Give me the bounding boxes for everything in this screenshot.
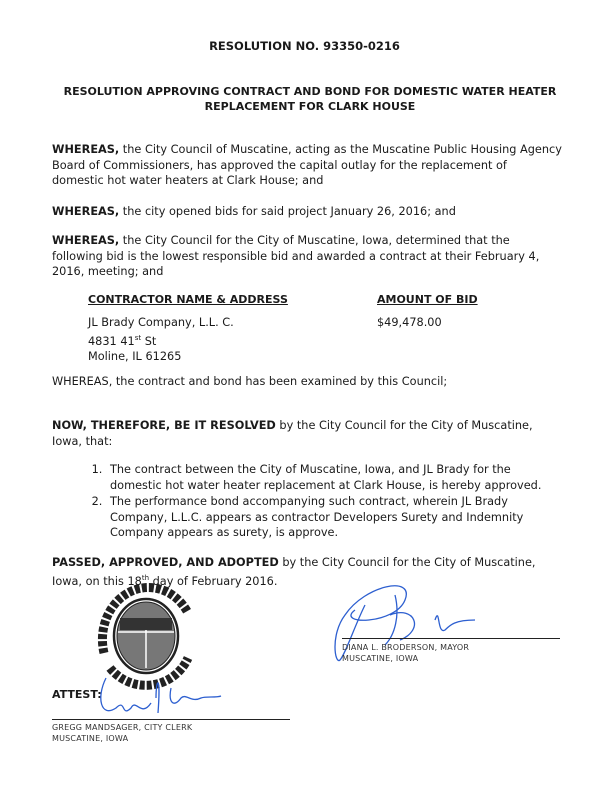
clerk-name: GREGG MANDSAGER, CITY CLERK: [52, 723, 193, 732]
whereas-paragraph-1: [52, 142, 562, 189]
list-item: 1. The contract between the City of Muscatine, Iowa, and JL Brady for the domestic hot water heater replacement at Clark House, is hereby approved.: [106, 462, 546, 493]
address-line-2: Moline, IL 61265: [88, 349, 182, 363]
whereas-lead: WHEREAS,: [52, 205, 120, 218]
contractor-column-header: CONTRACTOR NAME & ADDRESS: [88, 293, 288, 306]
clerk-signature-block: [52, 722, 192, 744]
whereas-examined: WHEREAS, the contract and bond has been examined by this Council;: [52, 375, 448, 388]
clerk-signature-icon: [96, 668, 226, 723]
whereas-text: the City Council for the City of Muscatine, Iowa, determined that the following bid is the lowest responsible bid and awarded a contract at their February 4, 2016, meeting; and: [52, 234, 540, 279]
resolved-paragraph: [52, 418, 562, 449]
clerk-place: MUSCATINE, IOWA: [52, 734, 129, 743]
whereas-paragraph-2: [52, 204, 562, 220]
resolved-text: by the City Council for the City of Muscatine, Iowa, that:: [52, 419, 533, 448]
address-line-1: 4831 41st St: [88, 333, 157, 348]
passed-paragraph: PASSED, APPROVED, AND ADOPTED by the City Council for the City of Muscatine, Iowa, on this 18th day of February 2016.: [52, 556, 536, 588]
mayor-signature-line: [342, 638, 560, 639]
whereas-text: the city opened bids for said project January 26, 2016; and: [119, 205, 456, 218]
resolution-heading: RESOLUTION APPROVING CONTRACT AND BOND FOR DOMESTIC WATER HEATER REPLACEMENT FOR CLARK HOUSE: [63, 85, 557, 113]
contractor-name: JL Brady Company, L.L. C.: [88, 316, 234, 329]
mayor-signature-block: [342, 642, 469, 664]
resolution-number: RESOLUTION NO. 93350-0216: [209, 39, 400, 53]
whereas-text: the City Council of Muscatine, acting as the Muscatine Public Housing Agency Board of Commissioners, has approved the capital outlay for the replacement of domestic hot water heaters at Clark House; and: [52, 143, 562, 188]
list-item: 2. The performance bond accompanying such contract, wherein JL Brady Company, L.L.C. appears as contractor Developers Surety and Indemnity Company appears as surety, is approve.: [106, 494, 546, 541]
whereas-lead: WHEREAS,: [52, 143, 120, 156]
attest-label: ATTEST:: [52, 688, 102, 701]
whereas-paragraph-3: [52, 233, 562, 280]
bid-amount: $49,478.00: [377, 316, 442, 329]
mayor-name: DIANA L. BRODERSON, MAYOR: [342, 643, 470, 652]
whereas-lead: WHEREAS,: [52, 234, 120, 247]
contractor-address: [88, 315, 234, 365]
mayor-place: MUSCATINE, IOWA: [342, 654, 419, 663]
clerk-signature-line: [52, 719, 290, 720]
resolved-lead: NOW, THEREFORE, BE IT RESOLVED: [52, 419, 276, 432]
resolution-items: [86, 462, 546, 541]
amount-column-header: AMOUNT OF BID: [377, 293, 478, 306]
